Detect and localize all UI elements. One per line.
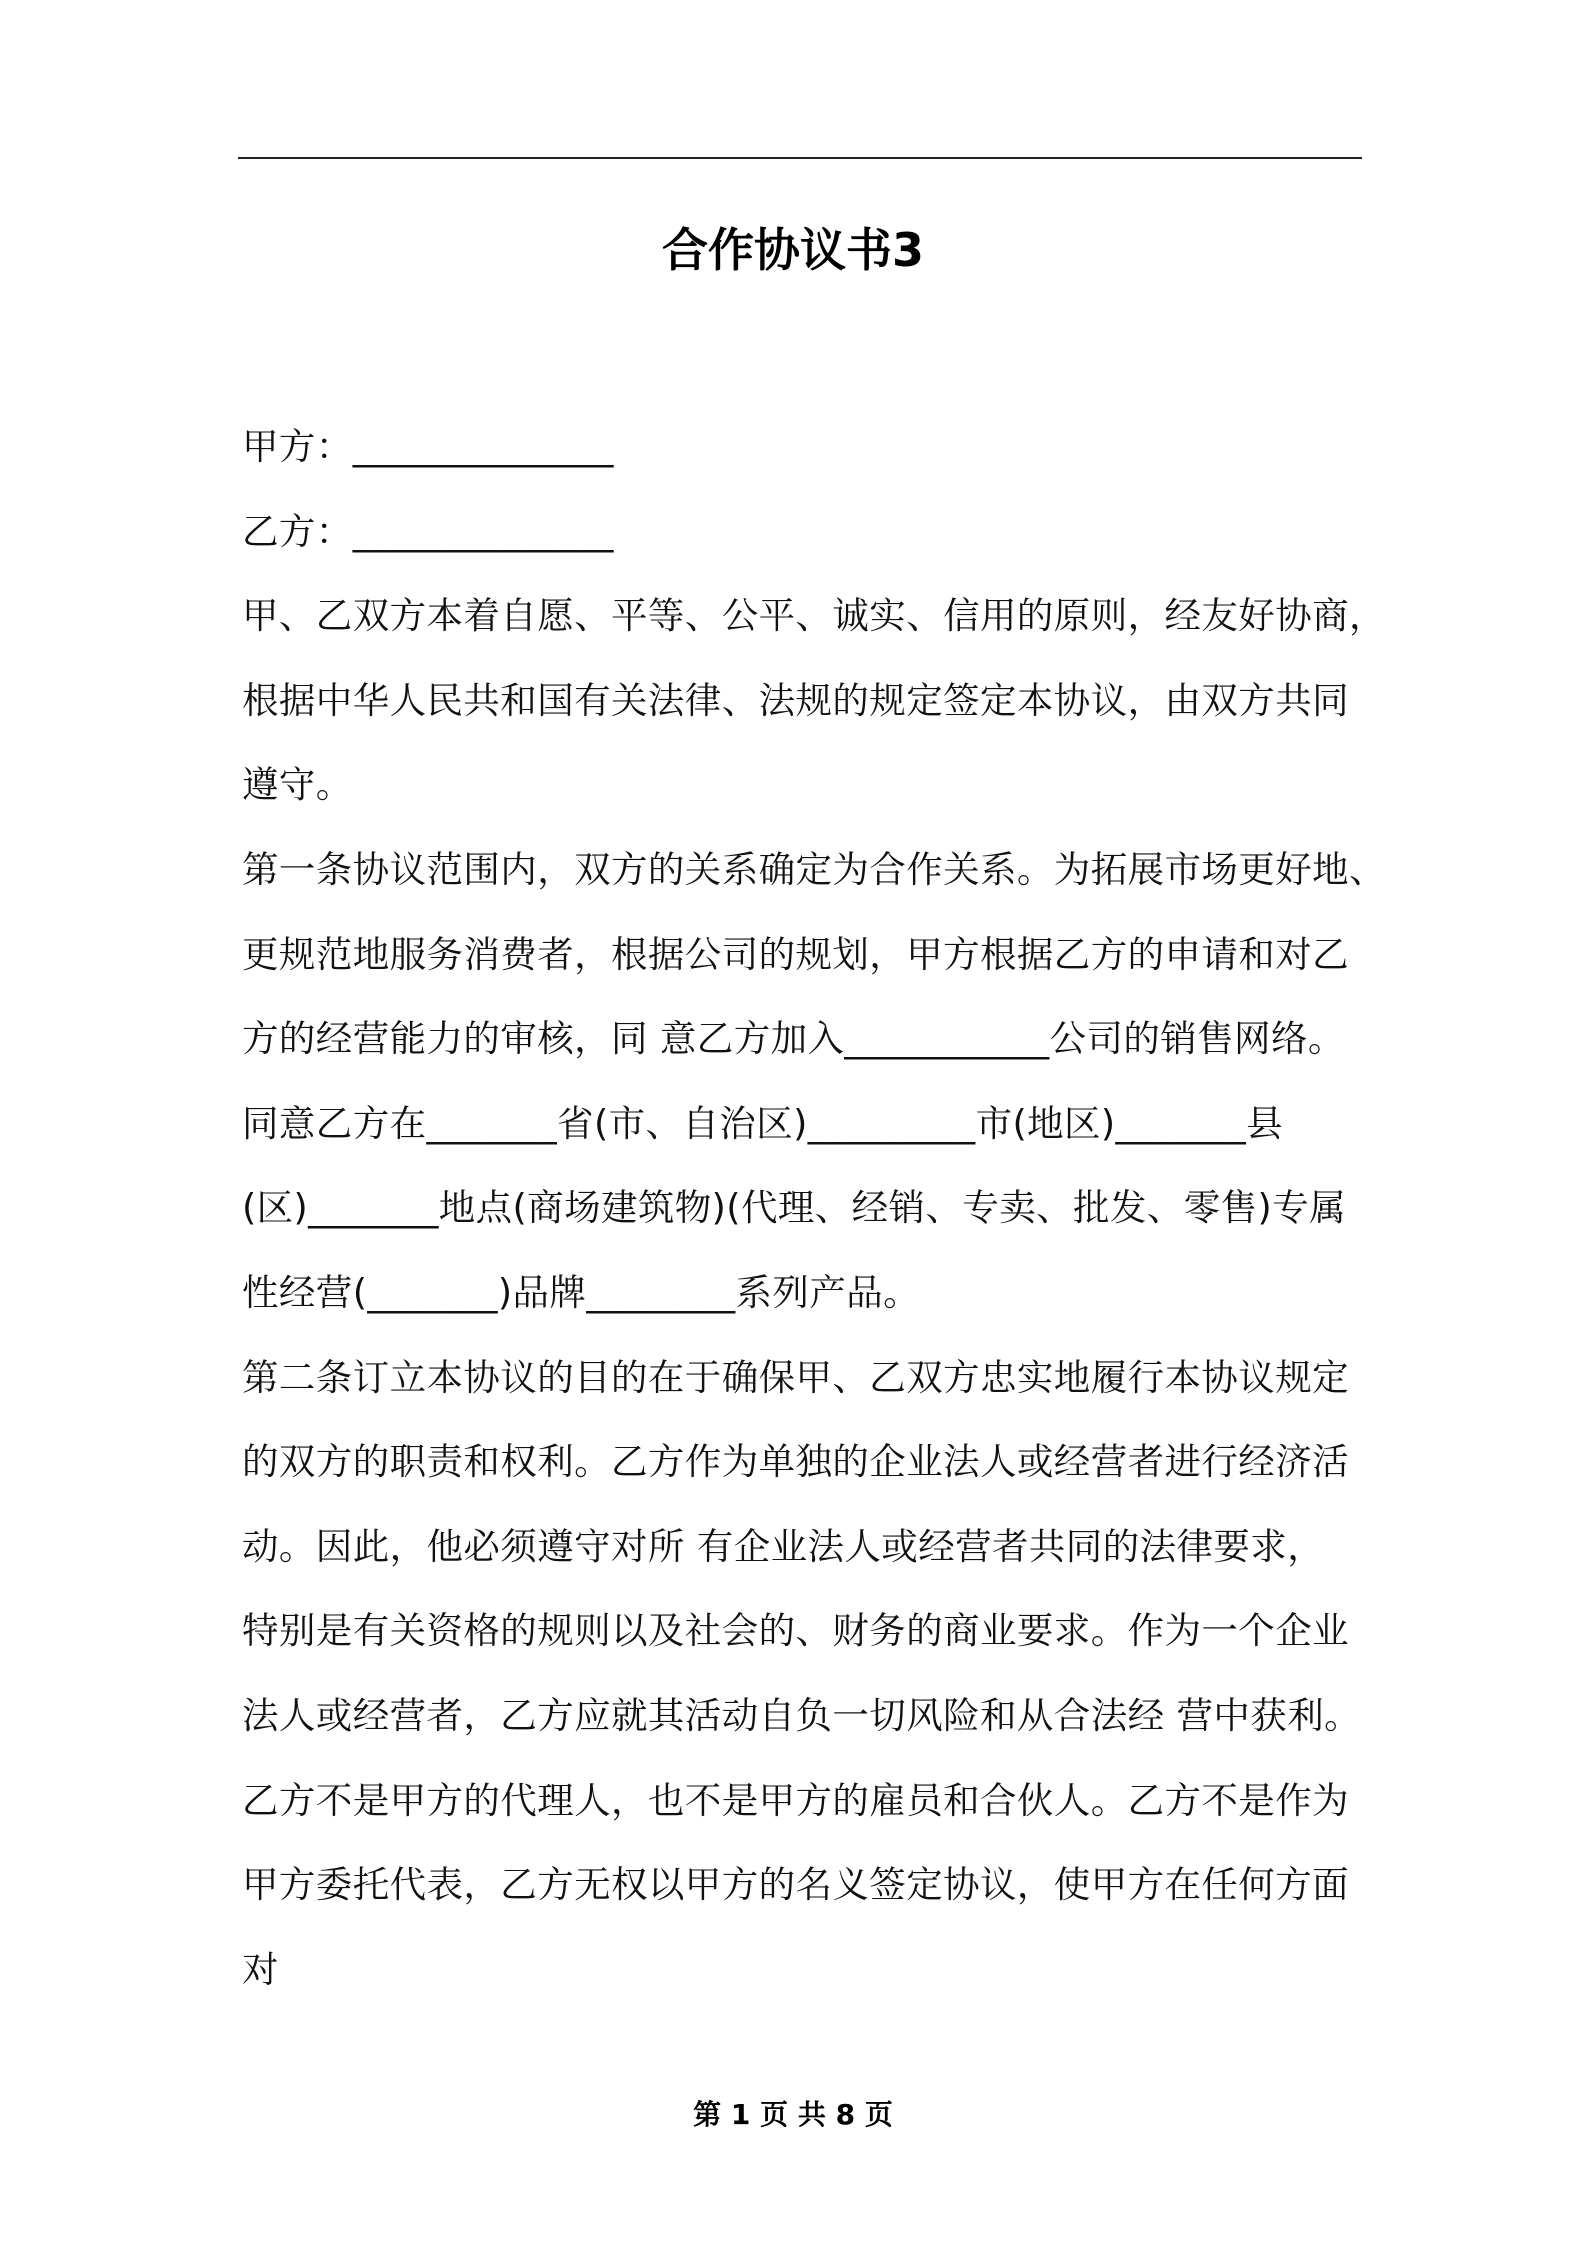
body-line: 对 xyxy=(242,1947,279,1991)
document-body xyxy=(242,405,1386,2012)
document-title: 合作协议书3 xyxy=(661,223,924,277)
body-line: 特别是有关资格的规则以及社会的、财务的商业要求。作为一个企业 xyxy=(242,1609,1349,1653)
party-a-line: 甲方：______________ xyxy=(242,425,614,468)
body-line: (区)_______地点(商场建筑物)(代理、经销、专卖、批发、零售)专属 xyxy=(242,1186,1346,1230)
party-b-line: 乙方：______________ xyxy=(242,509,614,553)
body-line: 甲方委托代表，乙方无权以甲方的名义签定协议，使甲方在任何方面 xyxy=(242,1863,1349,1907)
body-line: 性经营(_______)品牌________系列产品。 xyxy=(242,1270,921,1314)
body-line: 根据中华人民共和国有关法律、法规的规定签定本协议，由双方共同 xyxy=(242,678,1349,722)
article-1-line: 第一条协议范围内，双方的关系确定为合作关系。为拓展市场更好地、 xyxy=(242,847,1386,891)
body-line: 甲、乙双方本着自愿、平等、公平、诚实、信用的原则，经友好协商， xyxy=(242,594,1386,638)
body-line: 方的经营能力的审核，同 意乙方加入___________公司的销售网络。 xyxy=(242,1017,1345,1061)
body-line: 同意乙方在_______省(市、自治区)_________市(地区)_______县 xyxy=(242,1101,1284,1145)
body-line: 动。因此，他必须遵守对所 有企业法人或经营者共同的法律要求， xyxy=(242,1524,1325,1568)
article-2-line: 第二条订立本协议的目的在于确保甲、乙双方忠实地履行本协议规定 xyxy=(242,1355,1349,1399)
page-number: 第 1 页 共 8 页 xyxy=(693,2098,893,2131)
header-rule xyxy=(238,157,1362,159)
body-line: 的双方的职责和权利。乙方作为单独的企业法人或经营者进行经济活 xyxy=(242,1440,1349,1484)
body-line: 遵守。 xyxy=(242,763,353,807)
body-line: 更规范地服务消费者，根据公司的规划，甲方根据乙方的申请和对乙 xyxy=(242,932,1349,976)
body-line: 法人或经营者，乙方应就其活动自负一切风险和从合法经 营中获利。 xyxy=(242,1693,1362,1737)
body-line: 乙方不是甲方的代理人，也不是甲方的雇员和合伙人。乙方不是作为 xyxy=(242,1778,1349,1822)
